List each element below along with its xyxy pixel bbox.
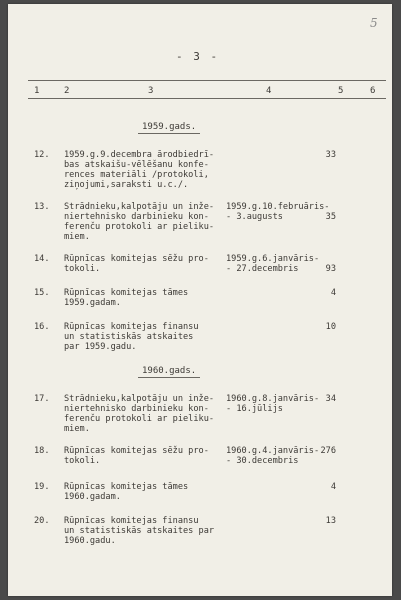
item-description: Rūpnīcas komitejas sēžu pro- tokoli. xyxy=(64,254,209,274)
item-description: Rūpnīcas komitejas sēžu pro- tokoli. xyxy=(64,446,209,466)
column-header-3: 3 xyxy=(148,86,154,96)
corner-mark: 5 xyxy=(370,16,378,30)
item-page-count: 276 xyxy=(320,446,336,456)
item-description: Strādnieku,kalpotāju un inže- niertehnisko darbinieku kon- ferenču protokoli ar pieliku- miem. xyxy=(64,202,215,242)
item-description: Rūpnīcas komitejas finansu un statistiskās atskaites par 1960.gadu. xyxy=(64,516,215,546)
item-page-count: 34 xyxy=(325,394,336,404)
item-date-range: 1959.g.10.februāris- - 3.augusts xyxy=(226,202,330,222)
item-page-count: 33 xyxy=(325,150,336,160)
column-header-6: 6 xyxy=(370,86,376,96)
column-header-4: 4 xyxy=(266,86,272,96)
item-number: 19. xyxy=(34,482,50,492)
year-heading-text: 1960.gads. xyxy=(142,366,197,376)
item-description: Rūpnīcas komitejas finansu un statistiskās atskaites par 1959.gadu. xyxy=(64,322,199,352)
item-number: 18. xyxy=(34,446,50,456)
year-heading-1960 xyxy=(142,366,196,376)
item-number: 17. xyxy=(34,394,50,404)
item-description: Strādnieku,kalpotāju un inže- niertehnisko darbinieku kon- ferenču protokoli ar pieliku- miem. xyxy=(64,394,215,434)
item-page-count: 4 xyxy=(330,288,336,298)
item-date-range: 1959.g.6.janvāris- - 27.decembris xyxy=(226,254,320,274)
header-rule-top xyxy=(28,80,386,81)
document-page xyxy=(8,4,392,596)
item-number: 14. xyxy=(34,254,50,264)
item-page-count: 4 xyxy=(330,482,336,492)
column-header-2: 2 xyxy=(64,86,70,96)
column-header-1: 1 xyxy=(34,86,40,96)
item-date-range: 1960.g.8.janvāris- - 16.jūlijs xyxy=(226,394,320,414)
item-description: Rūpnīcas komitejas tāmes 1960.gadam. xyxy=(64,482,189,502)
year-underline xyxy=(138,377,200,378)
item-date-range: 1960.g.4.janvāris- - 30.decembris xyxy=(226,446,320,466)
item-number: 12. xyxy=(34,150,50,160)
item-page-count: 35 xyxy=(325,212,336,222)
item-number: 15. xyxy=(34,288,50,298)
item-description: 1959.g.9.decembra ārodbiedrī- bas atskaišu-vēlēšanu konfe- rences materiāli /protokoli, ziņojumi,saraksti u.c./. xyxy=(64,150,215,190)
item-page-count: 13 xyxy=(325,516,336,526)
item-description: Rūpnīcas komitejas tāmes 1959.gadam. xyxy=(64,288,189,308)
item-number: 16. xyxy=(34,322,50,332)
year-heading-1959 xyxy=(142,122,196,132)
item-page-count: 93 xyxy=(325,264,336,274)
header-rule-bottom xyxy=(28,98,386,99)
column-header-5: 5 xyxy=(338,86,344,96)
item-page-count: 10 xyxy=(325,322,336,332)
page-number: - 3 - xyxy=(176,50,220,63)
year-underline xyxy=(138,133,200,134)
item-number: 20. xyxy=(34,516,50,526)
year-heading-text: 1959.gads. xyxy=(142,122,197,132)
item-number: 13. xyxy=(34,202,50,212)
